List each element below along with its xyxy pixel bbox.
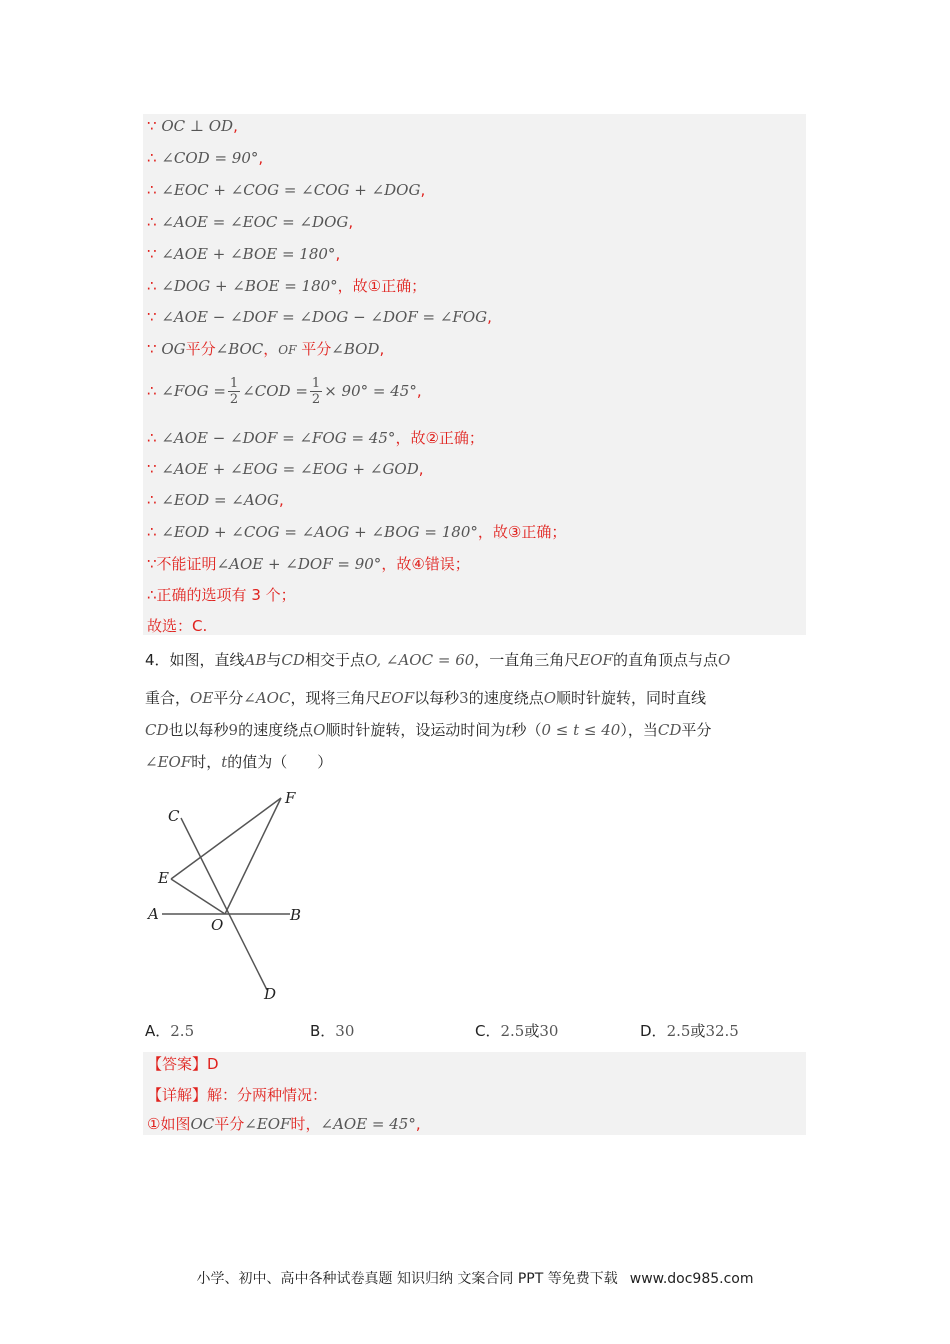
question-line-3: CD也以每秒9的速度绕点O顺时针旋转，设运动时间为t秒（0 ≤ t ≤ 40），当CD平分 bbox=[145, 721, 712, 739]
sol-line-13: ∴ ∠EOD + ∠COG = ∠AOG + ∠BOG = 180°，故③正确； bbox=[147, 523, 567, 541]
label-b: B bbox=[290, 906, 302, 924]
fraction-half: $\frac{1}{2}$ bbox=[229, 376, 239, 407]
page-footer bbox=[0, 1268, 950, 1288]
question-line-1: 4．如图，直线AB与CD相交于点O, ∠AOC = 60，一直角三角尺EOF的直角顶点与点O bbox=[145, 651, 731, 669]
sol-line-11: ∵ ∠AOE + ∠EOG = ∠EOG + ∠GOD, bbox=[147, 460, 424, 478]
label-d: D bbox=[264, 985, 277, 1003]
answer-block bbox=[143, 1052, 806, 1135]
answer-line: 【答案】D bbox=[147, 1055, 219, 1073]
sol-line-8: ∵ OG平分∠BOC，OF 平分∠BOD, bbox=[147, 340, 385, 358]
option-d[interactable]: D．2.5或32.5 bbox=[640, 1022, 739, 1040]
sol-line-16: 故选：C. bbox=[147, 617, 208, 635]
segment-of bbox=[225, 798, 281, 914]
sol-line-9: ∴ ∠FOG = $\frac{1}{2}$ ∠COD = $\frac{1}{2}$ × 90° = 45°, bbox=[147, 376, 422, 407]
sol-line-15: ∴正确的选项有 3 个； bbox=[147, 586, 296, 604]
sol-line-5: ∵ ∠AOE + ∠BOE = 180°, bbox=[147, 245, 341, 263]
sol-line-2: ∴ ∠COD = 90°, bbox=[147, 149, 264, 167]
sol-line-14: ∵不能证明∠AOE + ∠DOF = 90°，故④错误； bbox=[147, 555, 470, 573]
footer-link[interactable]: www.doc985.com bbox=[629, 1271, 754, 1287]
sol-line-3: ∴ ∠EOC + ∠COG = ∠COG + ∠DOG, bbox=[147, 181, 426, 199]
option-c[interactable]: C．2.5或30 bbox=[475, 1022, 559, 1040]
geometry-figure bbox=[140, 785, 330, 1005]
sol-line-7: ∵ ∠AOE − ∠DOF = ∠DOG − ∠DOF = ∠FOG, bbox=[147, 308, 492, 326]
sol-line-10: ∴ ∠AOE − ∠DOF = ∠FOG = 45°，故②正确； bbox=[147, 429, 484, 447]
explanation-line-1: ①如图OC平分∠EOF时，∠AOE = 45°, bbox=[147, 1115, 421, 1133]
label-a: A bbox=[148, 905, 159, 923]
segment-ef bbox=[171, 798, 281, 879]
solution-block bbox=[143, 114, 806, 635]
label-f: F bbox=[285, 789, 296, 807]
sol-line-6: ∴ ∠DOG + ∠BOE = 180°，故①正确； bbox=[147, 277, 427, 295]
sol-line-4: ∴ ∠AOE = ∠EOC = ∠DOG, bbox=[147, 213, 354, 231]
segment-oe bbox=[171, 879, 225, 914]
option-b[interactable]: B．30 bbox=[310, 1022, 355, 1040]
footer-text: 小学、初中、高中各种试卷真题 知识归纳 文案合同 PPT 等免费下载 bbox=[196, 1271, 618, 1287]
question-line-4: ∠EOF时，t的值为（ ） bbox=[145, 753, 333, 771]
sol-line-1: ∵ OC ⊥ OD, bbox=[147, 117, 238, 135]
label-c: C bbox=[168, 807, 180, 825]
label-o: O bbox=[211, 916, 224, 934]
sol-line-12: ∴ ∠EOD = ∠AOG, bbox=[147, 491, 284, 509]
line-cd bbox=[181, 818, 267, 990]
label-e: E bbox=[158, 869, 169, 887]
question-line-2: 重合，OE平分∠AOC，现将三角尺EOF以每秒3的速度绕点O顺时针旋转，同时直线 bbox=[145, 689, 707, 707]
option-a[interactable]: A．2.5 bbox=[145, 1022, 195, 1040]
fraction-half: $\frac{1}{2}$ bbox=[311, 376, 321, 407]
explanation-heading: 【详解】解：分两种情况： bbox=[147, 1086, 328, 1104]
